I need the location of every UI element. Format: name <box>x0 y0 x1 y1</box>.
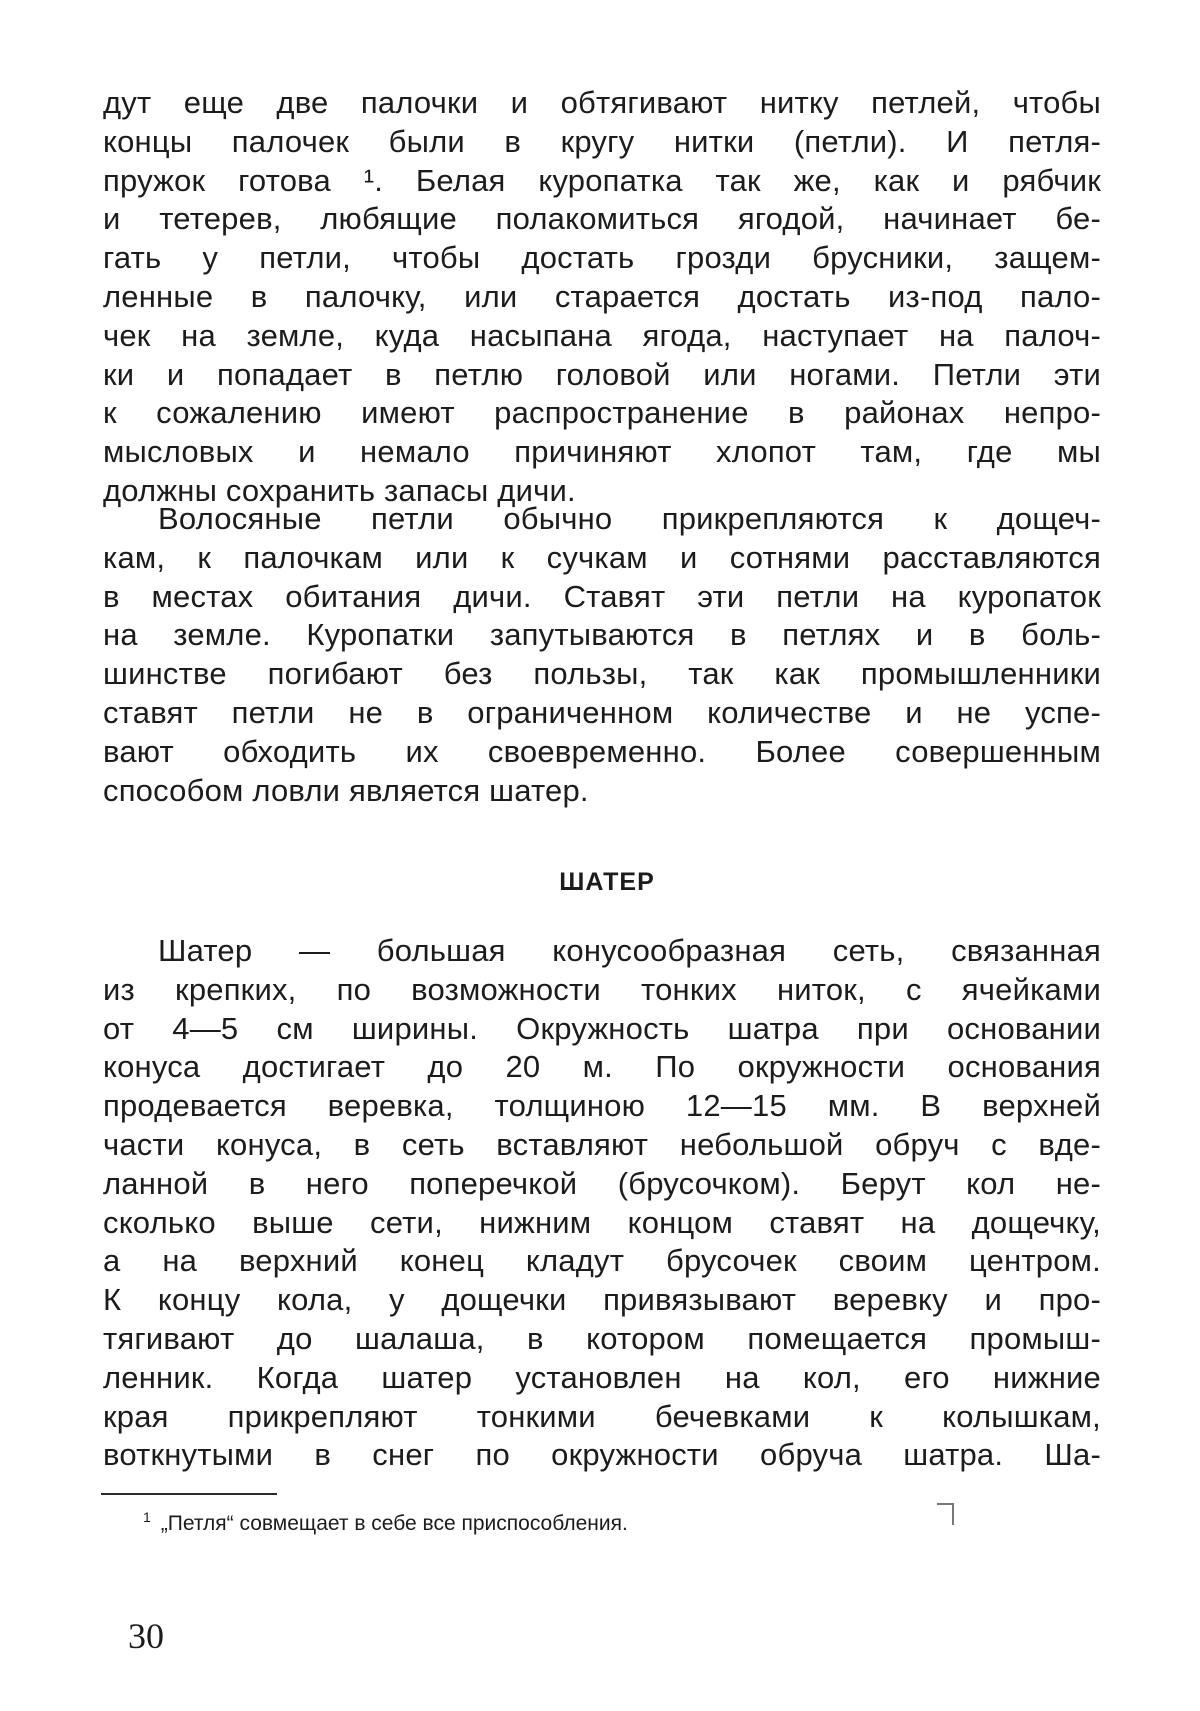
page-number: 30 <box>128 1616 164 1656</box>
text-line: к сожалению имеют распространение в районах непро- <box>103 395 1101 431</box>
text-line: вают обходить их своевременно. Более совершенным <box>103 733 1101 769</box>
section-heading: ШАТЕР <box>559 868 655 896</box>
text-line: ланной в него поперечкой (брусочком). Берут кол не- <box>103 1165 1101 1201</box>
text-line: должны сохранить запасы дичи. <box>103 472 576 508</box>
text-line: на земле. Куропатки запутываются в петлях и в боль- <box>103 617 1101 653</box>
text-line: К концу кола, у дощечки привязывают веревку и про- <box>103 1282 1101 1318</box>
text-line: сколько выше сети, нижним концом ставят на дощечку, <box>103 1204 1101 1240</box>
text-line: дут еще две палочки и обтягивают нитку петлей, чтобы <box>103 85 1101 120</box>
text-line: ленные в палочку, или старается достать из-под пало- <box>103 278 1101 314</box>
text-line: способом ловли является шатер. <box>103 772 589 808</box>
text-line: чек на земле, куда насыпана ягода, наступает на палоч- <box>103 317 1101 353</box>
footnote <box>143 1503 628 1538</box>
text-line: части конуса, в сеть вставляют небольшой обруч с вде- <box>103 1126 1101 1162</box>
text-line: в местах обитания дичи. Ставят эти петли на куропаток <box>103 578 1101 614</box>
text-line: от 4—5 см ширины. Окружность шатра при основании <box>103 1010 1101 1046</box>
text-line: Волосяные петли обычно прикрепляются к дощеч- <box>158 501 1101 536</box>
footnote-divider <box>101 1493 277 1495</box>
text-line: тягивают до шалаша, в котором помещается промыш- <box>103 1320 1101 1356</box>
text-line: мысловых и немало причиняют хлопот там, где мы <box>103 434 1101 470</box>
text-line: и тетерев, любящие полакомиться ягодой, начинает бе- <box>103 201 1101 237</box>
paragraph-snares-continued <box>103 84 1101 511</box>
text-line: Шатер — большая конусообразная сеть, связанная <box>158 933 1101 968</box>
printer-mark <box>937 1503 954 1525</box>
text-line: кам, к палочкам или к сучкам и сотнями расставляются <box>103 539 1101 575</box>
text-line: ки и попадает в петлю головой или ногами. Петли эти <box>103 356 1101 392</box>
text-line: края прикрепляют тонкими бечевками к колышкам, <box>103 1398 1101 1434</box>
text-line: пружок готова ¹. Белая куропатка так же, как и рябчик <box>103 162 1101 198</box>
text-line: ленник. Когда шатер установлен на кол, его нижние <box>103 1359 1101 1395</box>
text-line: шинстве погибают без пользы, так как промышленники <box>103 656 1101 692</box>
text-line: ставят петли не в ограниченном количестве и не успе- <box>103 694 1101 730</box>
text-line: конуса достигает до 20 м. По окружности основания <box>103 1049 1101 1085</box>
text-line: а на верхний конец кладут брусочек своим центром. <box>103 1243 1101 1279</box>
text-line: продевается веревка, толщиною 12—15 мм. В верхней <box>103 1088 1101 1124</box>
paragraph-hair-snares <box>103 500 1101 810</box>
footnote-marker: 1 <box>143 1509 151 1525</box>
text-line: гать у петли, чтобы достать грозди брусники, защем- <box>103 240 1101 276</box>
text-line: из крепких, по возможности тонких ниток, с ячейками <box>103 971 1101 1007</box>
paragraph-tent-net <box>103 932 1101 1475</box>
footnote-text: „Петля“ совмещает в себе все приспособления. <box>160 1512 628 1535</box>
text-line: воткнутыми в снег по окружности обруча шатра. Ша- <box>103 1437 1101 1473</box>
text-line: концы палочек были в кругу нитки (петли). И петля- <box>103 123 1101 159</box>
